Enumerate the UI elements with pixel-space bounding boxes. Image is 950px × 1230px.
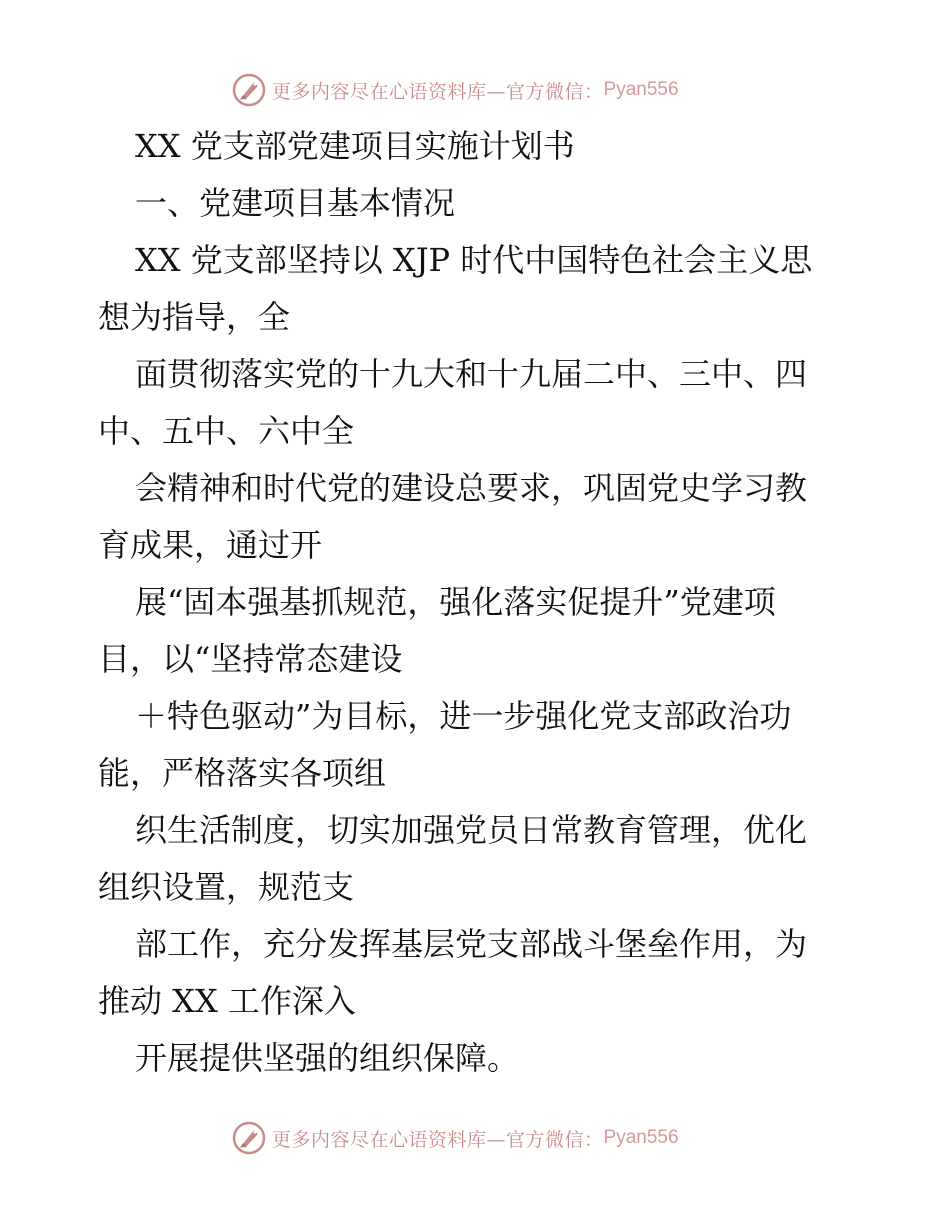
- watermark-wechat-id: Pyan556: [603, 1127, 679, 1148]
- paragraph-line: 组织设置，规范支: [98, 868, 355, 906]
- paragraph-line: ＋特色驱动”为目标，进一步强化党支部政治功: [135, 697, 792, 735]
- paragraph-line: 中、五中、六中全: [98, 412, 355, 450]
- pen-nib-logo-icon: [232, 73, 266, 107]
- paragraph-line: 想为指导，全: [98, 298, 291, 336]
- watermark-text: 更多内容尽在心语资料库—官方微信：: [272, 1128, 604, 1151]
- watermark-text: 更多内容尽在心语资料库—官方微信：: [272, 80, 604, 103]
- watermark-wechat-id: Pyan556: [603, 79, 679, 100]
- paragraph-line: 能，严格落实各项组: [98, 754, 387, 792]
- footer-watermark: [232, 1120, 712, 1156]
- paragraph-line: XX 党支部坚持以 XJP 时代中国特色社会主义思: [135, 241, 813, 279]
- document-title: XX 党支部党建项目实施计划书: [135, 127, 575, 165]
- paragraph-line: 面贯彻落实党的十九大和十九届二中、三中、四: [135, 355, 808, 393]
- paragraph-line: 部工作，充分发挥基层党支部战斗堡垒作用，为: [135, 925, 808, 963]
- paragraph-line: 目，以“坚持常态建设: [98, 640, 403, 678]
- header-watermark: [232, 72, 712, 108]
- pen-nib-logo-icon: [232, 1121, 266, 1155]
- paragraph-line: 推动 XX 工作深入: [98, 982, 356, 1020]
- paragraph-line: 展“固本强基抓规范，强化落实促提升”党建项: [135, 583, 776, 621]
- paragraph-line: 育成果，通过开: [98, 526, 323, 564]
- paragraph-line: 织生活制度，切实加强党员日常教育管理，优化: [135, 811, 808, 849]
- paragraph-line: 开展提供坚强的组织保障。: [135, 1039, 520, 1077]
- paragraph-line: 会精神和时代党的建设总要求，巩固党史学习教: [135, 469, 808, 507]
- section-heading: 一、党建项目基本情况: [135, 184, 456, 222]
- document-body: [98, 118, 858, 1087]
